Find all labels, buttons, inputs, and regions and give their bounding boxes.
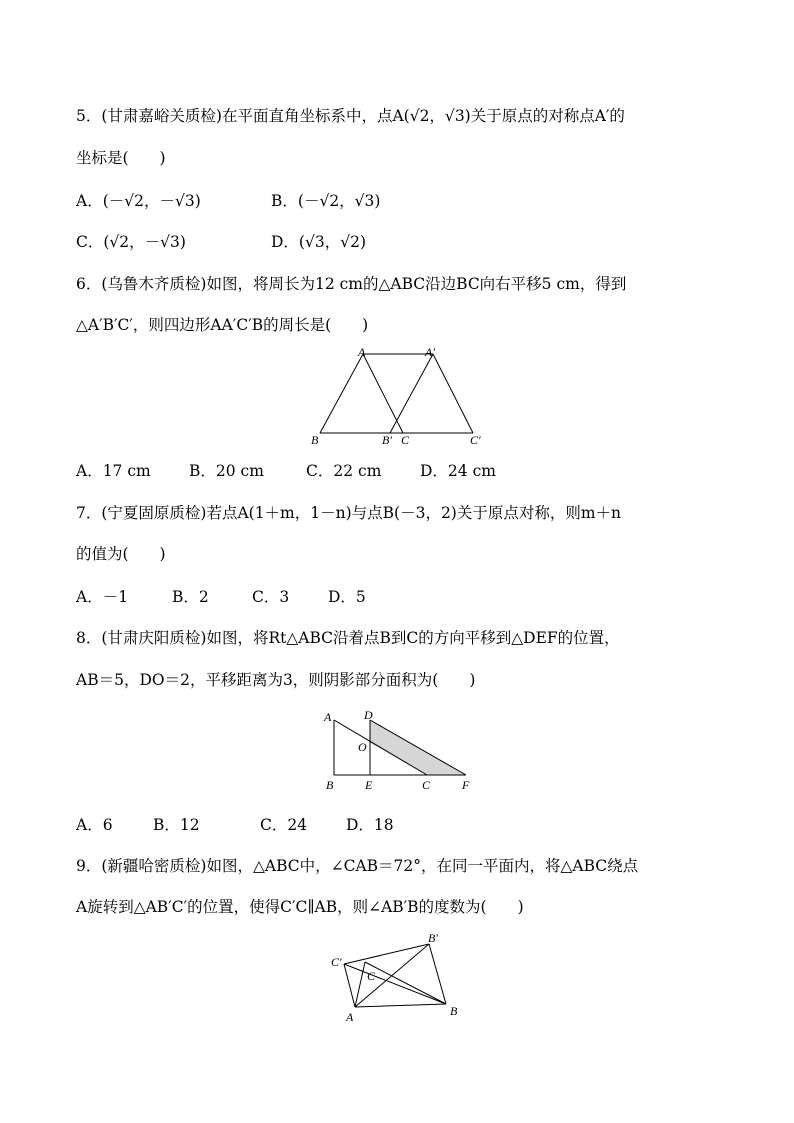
- q8-option-a: A．6: [76, 816, 113, 834]
- q6-stem-line1: 6．(乌鲁木齐质检)如图，将周长为12 cm的△ABC沿边BC向右平移5 cm，得到: [76, 275, 627, 293]
- q8-label-o: O: [358, 740, 367, 754]
- q9-rotation-figure: [322, 928, 472, 1028]
- q9-stem-line1: 9．(新疆哈密质检)如图，△ABC中，∠CAB＝72°，在同一平面内，将△ABC绕点: [76, 857, 639, 875]
- q6-label-c: C: [401, 433, 410, 447]
- q8-translation-figure: [318, 703, 488, 798]
- q6-option-d: D．24 cm: [420, 462, 496, 480]
- q8-label-f: F: [462, 778, 470, 792]
- q7-option-c: C．3: [252, 588, 290, 606]
- q8-label-c: C: [422, 778, 431, 792]
- q9-label-c: C: [367, 969, 376, 983]
- q6-label-b: B: [311, 433, 319, 447]
- q6-option-c: C．22 cm: [306, 462, 382, 480]
- q7-option-a: A．－1: [76, 588, 129, 606]
- q9-label-b: B: [450, 1004, 458, 1018]
- q6-option-b: B．20 cm: [189, 462, 264, 480]
- q9-label-a: A: [346, 1010, 354, 1024]
- q6-label-c-prime: C′: [470, 433, 481, 447]
- q8-label-a: A: [324, 710, 332, 724]
- q5-option-c: C．(√2，－√3): [76, 233, 186, 251]
- q5-option-a: A．(－√2，－√3): [76, 192, 201, 210]
- q7-stem-line1: 7．(宁夏固原质检)若点A(1＋m，1－n)与点B(－3，2)关于原点对称，则m＋n: [76, 504, 622, 522]
- q6-label-a: A: [358, 345, 366, 359]
- q6-option-a: A．17 cm: [76, 462, 151, 480]
- q6-label-b-prime: B′: [382, 433, 392, 447]
- q9-label-c-prime: C′: [331, 955, 342, 969]
- q8-option-b: B．12: [153, 816, 200, 834]
- q9-stem-line2: A旋转到△AB′C′的位置，使得C′C∥AB，则∠AB′B的度数为( ): [76, 898, 524, 916]
- q5-stem-line1: 5．(甘肃嘉峪关质检)在平面直角坐标系中，点A(√2，√3)关于原点的对称点A′的: [76, 107, 625, 125]
- q8-label-d: D: [364, 708, 373, 722]
- q5-option-d: D．(√3，√2): [271, 233, 366, 251]
- q7-option-b: B．2: [172, 588, 209, 606]
- q8-label-e: E: [365, 778, 373, 792]
- q7-stem-line2: 的值为( ): [76, 545, 166, 563]
- q7-option-d: D．5: [328, 588, 366, 606]
- q6-translation-figure: [300, 340, 500, 450]
- q8-stem-line1: 8．(甘肃庆阳质检)如图，将Rt△ABC沿着点B到C的方向平移到△DEF的位置，: [76, 629, 620, 647]
- q8-option-c: C．24: [260, 816, 308, 834]
- q5-option-b: B．(－√2，√3): [271, 192, 381, 210]
- q8-option-d: D．18: [346, 816, 394, 834]
- q5-stem-line2: 坐标是( ): [76, 149, 166, 167]
- q6-label-a-prime: A′: [425, 345, 435, 359]
- q6-stem-line2: △A′B′C′，则四边形AA′C′B的周长是( ): [76, 316, 369, 334]
- q9-label-b-prime: B′: [428, 931, 438, 945]
- q8-label-b: B: [326, 778, 334, 792]
- q8-stem-line2: AB＝5，DO＝2，平移距离为3，则阴影部分面积为( ): [76, 671, 476, 689]
